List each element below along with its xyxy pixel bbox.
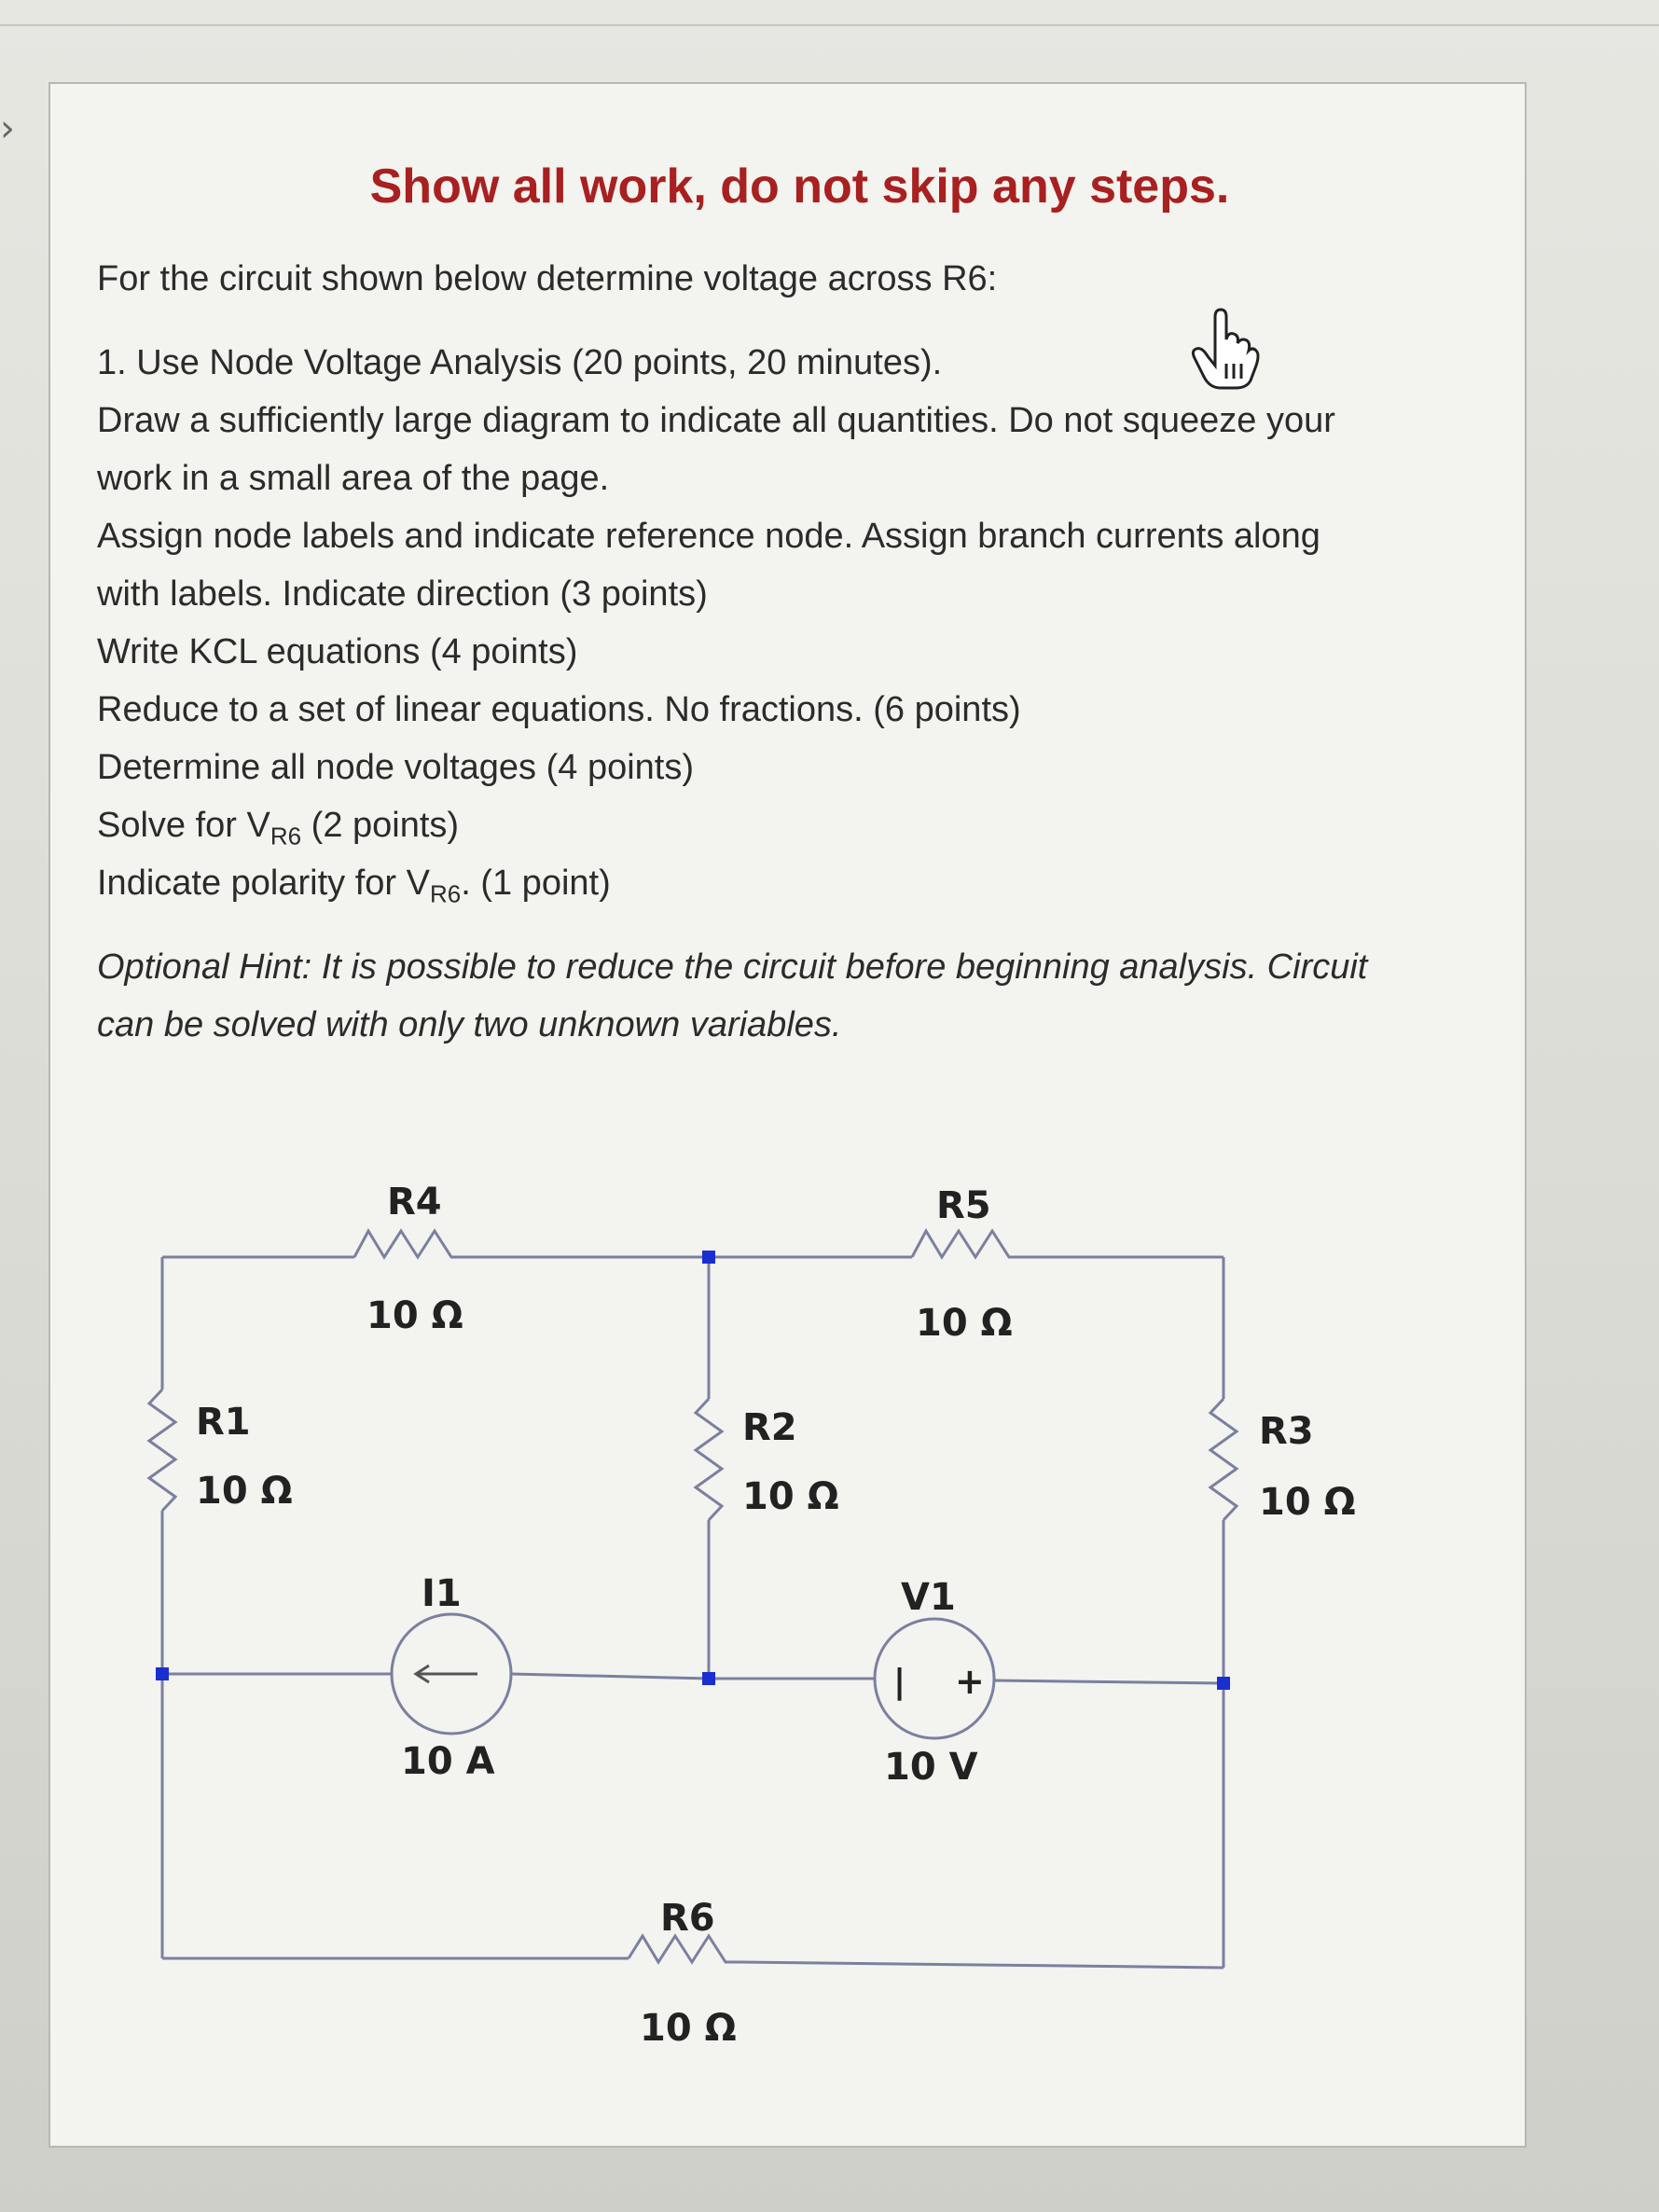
v1-plus-sign: +: [955, 1661, 985, 1702]
resistor-r4-symbol: [354, 1231, 466, 1257]
r6-label: R6: [660, 1897, 715, 1940]
v1-label: V1: [901, 1576, 956, 1619]
hint-line: Optional Hint: It is possible to reduce the circuit before beginning analysis. Circuit: [97, 947, 1368, 987]
instruction-line: 1. Use Node Voltage Analysis (20 points, 20 minutes).: [97, 343, 943, 382]
polarity-line: [97, 864, 611, 909]
node-right: [1217, 1677, 1230, 1690]
r5-value: 10 Ω: [916, 1302, 1013, 1345]
instruction-line: Determine all node voltages (4 points): [97, 748, 695, 787]
v1-value: 10 V: [884, 1746, 978, 1789]
page-title: Show all work, do not skip any steps.: [369, 159, 1230, 214]
circuit-nodes: [156, 1251, 1230, 1690]
resistor-r1-symbol: [149, 1389, 175, 1511]
chevron-right-icon[interactable]: ›: [0, 107, 15, 150]
solve-prefix: Solve for V: [97, 806, 270, 845]
instruction-line: with labels. Indicate direction (3 points): [97, 574, 708, 614]
solve-suffix: (2 points): [301, 806, 460, 845]
r2-value: 10 Ω: [742, 1475, 839, 1518]
instruction-line: work in a small area of the page.: [97, 459, 610, 498]
i1-label: I1: [422, 1572, 462, 1615]
solve-line: [97, 806, 459, 851]
i1-value: 10 A: [401, 1740, 495, 1783]
hand-pointer-icon: [1189, 308, 1264, 392]
circuit-wires: [149, 1231, 1237, 1968]
r5-label: R5: [936, 1184, 991, 1227]
instruction-line: Write KCL equations (4 points): [97, 632, 578, 671]
current-source-i1: [392, 1614, 511, 1734]
resistor-r2-symbol: [696, 1399, 722, 1520]
r4-value: 10 Ω: [366, 1294, 463, 1337]
v1-minus-sign: |: [893, 1663, 906, 1701]
instruction-line: Draw a sufficiently large diagram to indicate all quantities. Do not squeeze your: [97, 401, 1335, 440]
polarity-prefix: Indicate polarity for V: [97, 864, 430, 903]
instruction-line: Assign node labels and indicate reference node. Assign branch currents along: [97, 517, 1320, 556]
resistor-r5-symbol: [912, 1231, 1024, 1257]
r3-value: 10 Ω: [1259, 1481, 1356, 1524]
node-left: [156, 1667, 169, 1680]
r3-label: R3: [1259, 1410, 1314, 1453]
polarity-suffix: . (1 point): [461, 864, 611, 903]
resistor-r6-symbol: [629, 1936, 740, 1962]
node-top-middle: [702, 1251, 715, 1264]
instruction-line: Reduce to a set of linear equations. No fractions. (6 points): [97, 690, 1021, 729]
node-middle: [702, 1672, 715, 1685]
resistor-r3-symbol: [1210, 1399, 1237, 1520]
r1-label: R1: [196, 1401, 251, 1444]
hint-line: can be solved with only two unknown variables.: [97, 1005, 842, 1044]
r2-label: R2: [742, 1406, 797, 1449]
polarity-subscript: R6: [429, 879, 462, 908]
r4-label: R4: [387, 1181, 442, 1224]
r1-value: 10 Ω: [196, 1470, 293, 1513]
r6-value: 10 Ω: [640, 2007, 737, 2050]
solve-subscript: R6: [270, 822, 302, 850]
intro-text: For the circuit shown below determine voltage across R6:: [97, 259, 998, 298]
circuit-diagram: [0, 1119, 1659, 2173]
top-divider: [0, 24, 1659, 26]
